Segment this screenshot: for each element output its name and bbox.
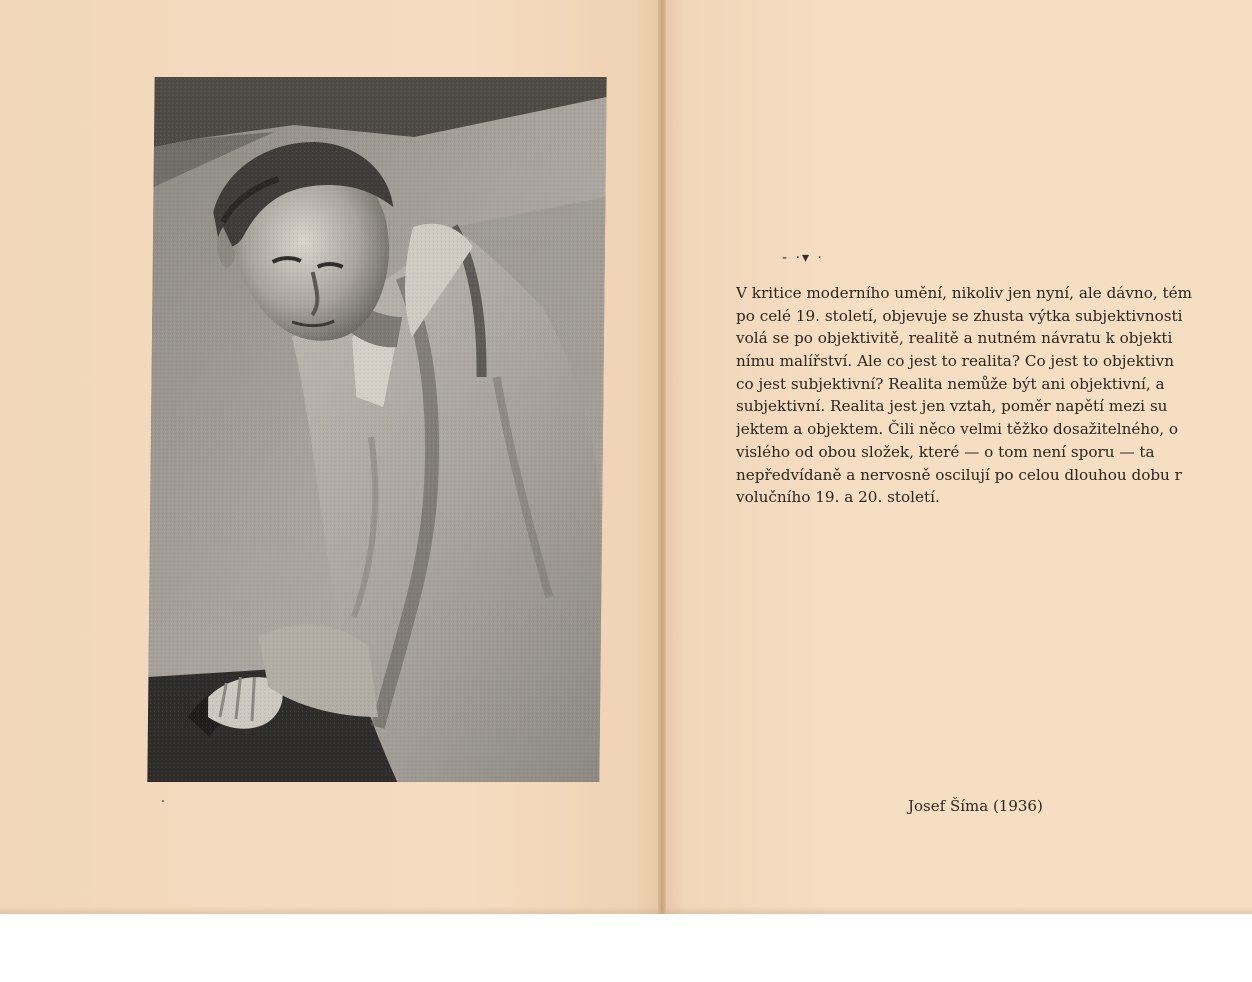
paragraph-line: vislého od obou složek, které — o tom není sporu — ta: [736, 442, 1155, 461]
body-paragraph: [736, 282, 1252, 509]
paragraph-line: co jest subjektivní? Realita nemůže být ani objektivní, a: [736, 374, 1165, 393]
paper-speck: [162, 800, 164, 802]
ornament-mark: - ·▾ ·: [782, 250, 824, 266]
portrait-photo: [147, 77, 606, 782]
paragraph-line: volá se po objektivitě, realitě a nutném návratu k objekti: [736, 329, 1173, 348]
paragraph-line: volučního 19. a 20. století.: [736, 488, 940, 507]
page-bottom-edge: [0, 906, 1252, 914]
paragraph-line: jektem a objektem. Čili něco velmi těžko dosažitelného, o: [736, 420, 1179, 439]
left-page: [0, 0, 662, 914]
paragraph-line: po celé 19. století, objevuje se zhusta výtka subjektivnosti: [736, 306, 1183, 325]
book-gutter: [658, 0, 666, 914]
paragraph-line: nepředvídaně a nervosně oscilují po celou dlouhou dobu r: [736, 465, 1182, 484]
paragraph-line: V kritice moderního umění, nikoliv jen nyní, ale dávno, tém: [736, 284, 1192, 302]
paragraph-line: nímu malířství. Ale co jest to realita? Co jest to objektivn: [736, 352, 1175, 371]
photo-caption: Josef Šíma (1936): [908, 797, 1043, 815]
paragraph-line: subjektivní. Realita jest jen vztah, poměr napětí mezi su: [736, 397, 1168, 416]
